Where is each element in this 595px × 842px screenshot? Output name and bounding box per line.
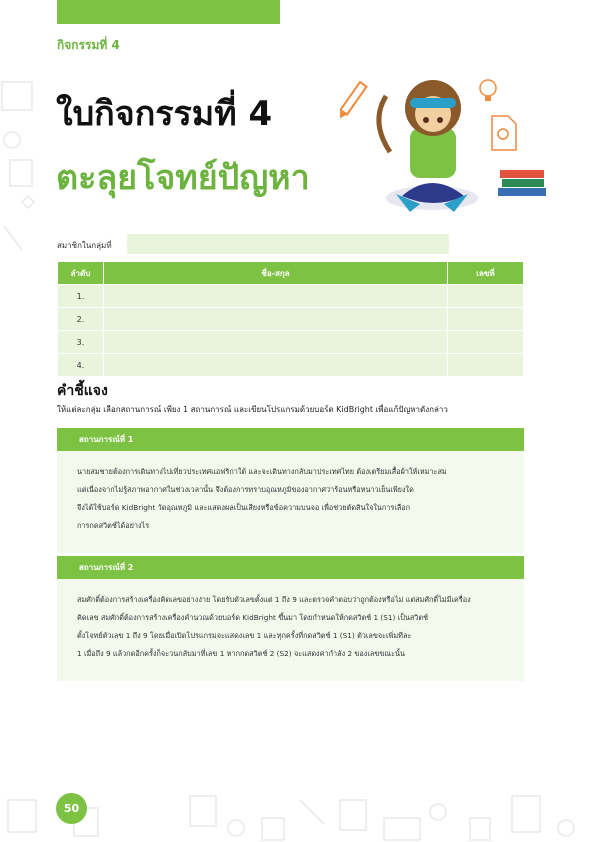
situation-line: แต่เนื่องจากไม่รู้สภาพอากาศในช่วงเวลานั้น จึงต้องการทราบอุณหภูมิของอากาศว่าร้อนหรือหนาวเย็นเพียงใด: [77, 485, 414, 494]
situation-line: ตั้งโจทย์ตัวเลข 1 ถึง 9 โดยเมื่อเปิดโปรแกรมจะแสดงเลข 1 และทุกครั้งที่กดสวิตช์ 1 (S1) ตัวเลขจะเพิ่มทีละ: [77, 631, 412, 640]
name-cell[interactable]: [104, 285, 448, 308]
instructions-text: ให้แต่ละกลุ่ม เลือกสถานการณ์ เพียง 1 สถานการณ์ และเขียนโปรแกรมด้วยบอร์ด KidBright เพื่อแก้ปัญหาดังกล่าว: [57, 405, 448, 414]
page-title: ใบกิจกรรมที่ 4: [56, 94, 273, 134]
row-index: 3.: [58, 331, 104, 354]
situation-body: [57, 579, 524, 663]
page-number: 50: [56, 793, 87, 824]
row-index: 2.: [58, 308, 104, 331]
top-accent-bar: [57, 0, 280, 24]
monkey-character: [379, 80, 478, 212]
column-header-name: ชื่อ-สกุล: [104, 262, 448, 285]
number-cell[interactable]: [448, 285, 524, 308]
number-cell[interactable]: [448, 331, 524, 354]
situation-line: คิดเลข สมศักดิ์ต้องการสร้างเครื่องคำนวณด้วยบอร์ด KidBright ขึ้นมา โดยกำหนดให้กดสวิตช์ 1 (S1) เป็นสวิตช์: [77, 613, 429, 622]
books-icon: [498, 170, 546, 196]
situation-line: จึงได้ใช้บอร์ด KidBright วัดอุณหภูมิ และแสดงผลเป็นเสียงหรือข้อความบนจอ เพื่อช่วยตัดสินใจในการเลือก: [77, 503, 411, 512]
situation-card-1: [57, 428, 524, 553]
pencil-doodle-icon: [4, 226, 22, 250]
monkey-mascot-illustration: [340, 64, 550, 230]
name-cell[interactable]: [104, 331, 448, 354]
members-table: [57, 261, 524, 377]
instructions-heading: คำชี้แจง: [57, 383, 108, 399]
row-index: 4.: [58, 354, 104, 377]
activity-label: กิจกรรมที่ 4: [57, 38, 120, 52]
situation-title: สถานการณ์ที่ 2: [57, 556, 524, 579]
name-cell[interactable]: [104, 308, 448, 331]
situation-card-2: [57, 556, 524, 681]
lightbulb-doodle-icon: [22, 196, 34, 208]
situation-body: [57, 451, 524, 535]
situation-line: สมศักดิ์ต้องการสร้างเครื่องคิดเลขอย่างง่าย โดยรับตัวเลขตั้งแต่ 1 ถึง 9 และตรวจคำตอบว่าถูกต้องหรือไม่ แต่สมศักดิ์ไม่มีเครื่อง: [77, 595, 471, 604]
member-group-label: สมาชิกในกลุ่มที่: [57, 241, 112, 250]
page-subtitle: ตะลุยโจทย์ปัญหา: [56, 158, 310, 198]
book-doodle-icon: [2, 82, 32, 110]
table-row: [58, 308, 524, 331]
situation-line: นายสมชายต้องการเดินทางไปเที่ยวประเทศแอฟริกาใต้ และจะเดินทางกลับมาประเทศไทย ต้องเตรียมเสื้อผ้าให้เหมาะสม: [77, 467, 447, 476]
situation-line: 1 เมื่อถึง 9 แล้วกดอีกครั้งก็จะวนกลับมาที่เลข 1 หากกดสวิตช์ 2 (S2) จะแสดงค่ากำลัง 2 ของเลขขณะนั้น: [77, 649, 405, 658]
row-index: 1.: [58, 285, 104, 308]
name-cell[interactable]: [104, 354, 448, 377]
column-header-order: ลำดับ: [58, 262, 104, 285]
lightbulb-icon: [480, 80, 496, 101]
pencil-icon: [340, 82, 367, 121]
table-row: [58, 354, 524, 377]
situation-title: สถานการณ์ที่ 1: [57, 428, 524, 451]
situation-line: การกดสวิตช์ได้อย่างไร: [77, 521, 150, 530]
notepad-doodle-icon: [10, 160, 32, 186]
column-header-number: เลขที่: [448, 262, 524, 285]
number-cell[interactable]: [448, 308, 524, 331]
number-cell[interactable]: [448, 354, 524, 377]
table-row: [58, 285, 524, 308]
magnifier-doodle-icon: [4, 132, 20, 148]
document-search-icon: [492, 116, 516, 150]
member-group-input[interactable]: [127, 234, 449, 254]
table-row: [58, 331, 524, 354]
